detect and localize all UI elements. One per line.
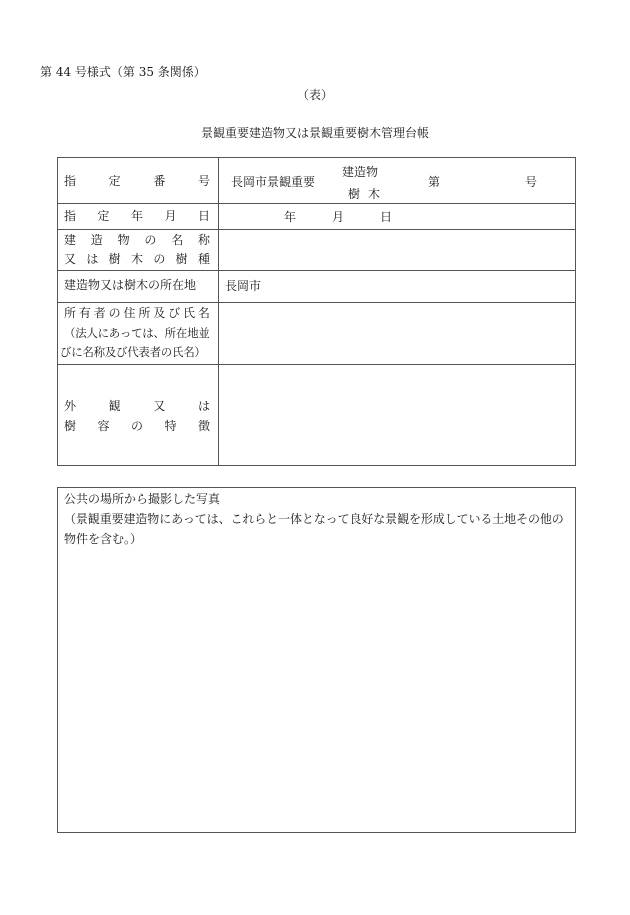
char: 造 [90,233,103,247]
register-table [57,157,576,466]
char: 所 [64,306,77,320]
row-divider [58,203,575,204]
char: 所 [138,306,151,320]
char: 樹 [108,252,121,266]
designation-number-label [64,171,210,191]
char: 年 [130,209,143,223]
row-divider [58,364,575,365]
column-divider [218,158,219,465]
char: 定 [108,174,121,188]
char: 定 [97,209,110,223]
char: び [168,306,181,320]
char: 氏 [183,306,196,320]
char: 外 [64,399,77,413]
side-label: （表） [296,88,333,102]
date-year-unit: 年 [284,210,297,224]
char: 及 [153,306,166,320]
char: 番 [153,174,166,188]
char: 建 [64,233,77,247]
char: 特 [164,419,177,433]
date-day-unit: 日 [380,210,393,224]
photo-heading: 公共の場所から撮影した写真 [64,492,221,506]
photo-box [57,487,576,833]
owner-label-line1 [64,303,210,323]
photo-note-line2: 物件を含む。） [64,532,143,546]
date-month-unit: 月 [332,210,345,224]
char: 住 [123,306,136,320]
char: 名 [171,233,184,247]
char: は [197,399,210,413]
document-title: 景観重要建造物又は景観重要樹木管理台帳 [200,126,429,140]
type-option-building: 建造物 [342,165,379,179]
char: 有 [78,306,91,320]
char: 物 [117,233,130,247]
features-label-line2 [64,416,210,436]
char: 者 [93,306,106,320]
type-option-tree: 樹木 [348,187,389,201]
name-label-line2 [64,249,210,269]
owner-label-line2: （法人にあっては、所在地並 [64,326,210,340]
photo-note-line1: （景観重要建造物にあっては、これらと一体となって良好な景観を形成している土地その他の [64,512,564,526]
number-prefix: 第 [428,175,441,189]
char: の [108,306,121,320]
char: の [144,233,157,247]
char: 木 [130,252,143,266]
char: 樹 [64,419,77,433]
char: 容 [97,419,110,433]
char: 月 [164,209,177,223]
char: 名 [197,306,210,320]
char: 号 [197,174,210,188]
char: 観 [108,399,121,413]
char: 称 [197,233,210,247]
char: の [153,252,166,266]
char: 指 [64,174,77,188]
name-label-line1 [64,230,210,250]
char: 日 [197,209,210,223]
location-label: 建造物又は樹木の所在地 [64,278,197,292]
char: 樹 [175,252,188,266]
char: は [86,252,99,266]
char: 徴 [197,419,210,433]
char: 指 [64,209,77,223]
owner-label-line3: びに名称及び代表者の氏名） [60,345,206,359]
row-divider [58,270,575,271]
number-suffix: 号 [525,175,538,189]
char: の [130,419,143,433]
designation-date-label [64,206,210,226]
char: 種 [197,252,210,266]
char: 又 [64,252,77,266]
features-label-line1 [64,396,210,416]
designation-prefix: 長岡市景観重要 [231,175,316,189]
location-value: 長岡市 [225,279,262,293]
form-number: 第 44 号様式（第 35 条関係） [40,65,206,79]
char: 又 [153,399,166,413]
